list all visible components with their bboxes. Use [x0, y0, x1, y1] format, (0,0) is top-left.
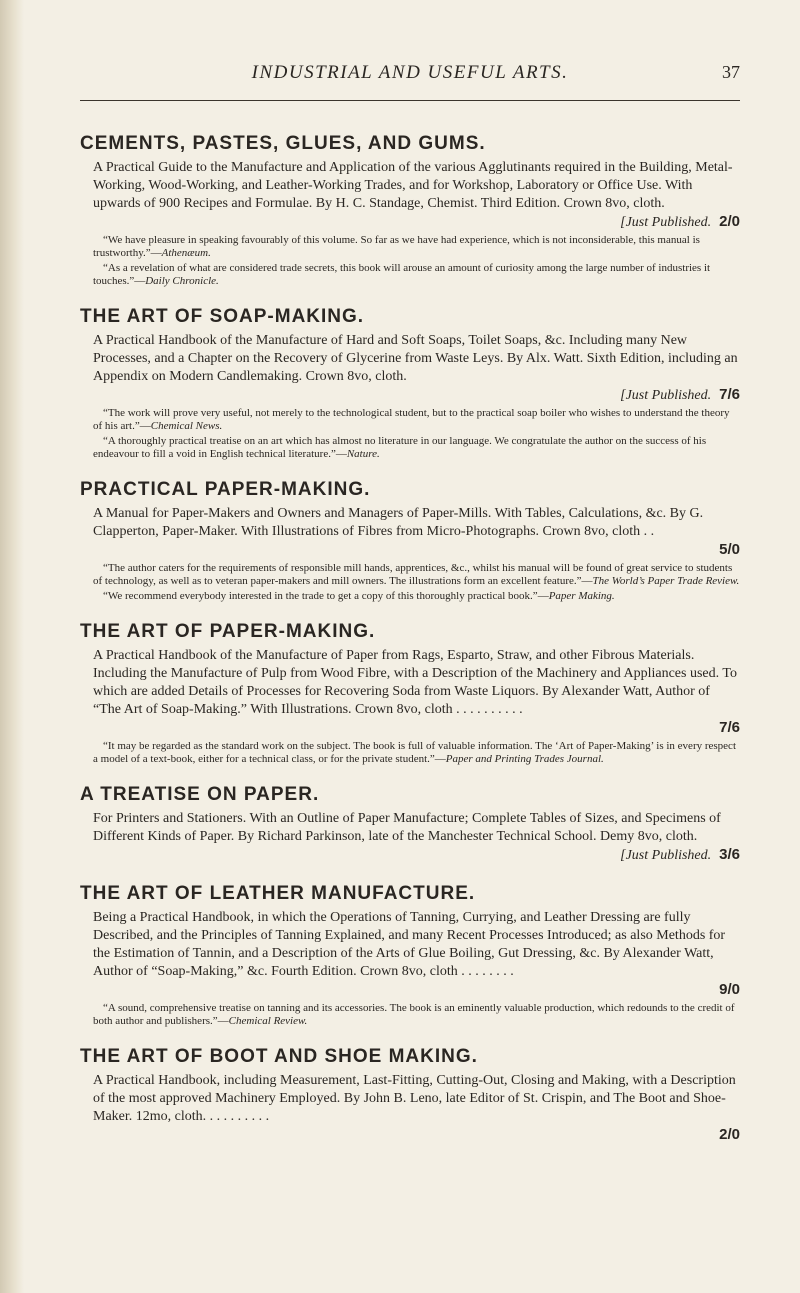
- catalogue-page: [80, 0, 740, 1163]
- publication-status: [Just Published.: [620, 388, 712, 403]
- book-entry: [80, 479, 740, 603]
- review-source: The World’s Paper Trade Review.: [592, 575, 740, 587]
- review-source: Paper and Printing Trades Journal.: [445, 753, 604, 765]
- price-line: [80, 213, 740, 232]
- review-quote: [80, 740, 740, 766]
- price-line: [80, 719, 740, 738]
- book-title: THE ART OF LEATHER MANUFACTURE.: [80, 883, 476, 904]
- review-quote: [80, 262, 740, 288]
- book-price: 7/6: [719, 719, 740, 736]
- binding-shadow: [0, 0, 24, 1293]
- book-description: A Practical Guide to the Manufacture and Application of the various Agglutinants required in the Building, Metal-Working, Wood-Working, and Leather-Working Trades, and for Workshop, Laboratory or Office Use. With upwards of 900 Recipes and Formulae. By H. C. Standage, Chemist. Third Edition. Crown 8vo, cloth.: [93, 160, 733, 211]
- page-number: 37: [722, 62, 740, 82]
- price-line: [80, 386, 740, 405]
- publication-status: [Just Published.: [620, 215, 712, 230]
- book-price: 2/0: [719, 1126, 740, 1143]
- book-title: CEMENTS, PASTES, GLUES, AND GUMS.: [80, 133, 486, 154]
- review-source: Athenæum.: [161, 247, 211, 259]
- running-head: [80, 62, 740, 101]
- book-entry: [80, 784, 740, 865]
- book-title: PRACTICAL PAPER-MAKING.: [80, 479, 371, 500]
- book-price: 2/0: [719, 213, 740, 230]
- review-source: Paper Making.: [548, 590, 615, 602]
- review-quote: [80, 590, 740, 603]
- book-price: 3/6: [719, 846, 740, 863]
- price-line: [80, 541, 740, 560]
- book-description: A Practical Handbook of the Manufacture of Hard and Soft Soaps, Toilet Soaps, &c. Including many New Processes, and a Chapter on the Recovery of Glycerine from Waste Leys. By Alx. Watt. Sixth Edition, including an Appendix on Modern Candlemaking. Crown 8vo, cloth.: [93, 333, 738, 384]
- book-entry: [80, 621, 740, 766]
- book-entry: [80, 1046, 740, 1145]
- price-line: [80, 1126, 740, 1145]
- book-entry: [80, 133, 740, 288]
- price-line: [80, 981, 740, 1000]
- book-description: A Practical Handbook, including Measurement, Last-Fitting, Cutting-Out, Closing and Making, with a Description of the most approved Machinery Employed. By John B. Leno, late Editor of St. Crispin, and The Boot and Shoe-Maker. 12mo, cloth. . . . . . . . . .: [93, 1073, 736, 1124]
- review-text: “A sound, comprehensive treatise on tanning and its accessories. The book is an eminently valuable production, which redounds to the credit of both author and publishers.”—: [93, 1002, 735, 1027]
- review-text: “We recommend everybody interested in the trade to get a copy of this thoroughly practical book.”—: [103, 590, 549, 602]
- book-entry: [80, 883, 740, 1028]
- book-title: A TREATISE ON PAPER.: [80, 784, 320, 805]
- review-quote: [80, 1002, 740, 1028]
- review-quote: [80, 435, 740, 461]
- running-title: INDUSTRIAL AND USEFUL ARTS.: [251, 62, 569, 83]
- book-entry: [80, 306, 740, 461]
- review-source: Nature.: [346, 448, 380, 460]
- review-text: “As a revelation of what are considered trade secrets, this book will arouse an amount of curiosity among the large number of industries it touches.”—: [93, 262, 711, 287]
- book-description: A Manual for Paper-Makers and Owners and Managers of Paper-Mills. With Tables, Calculations, &c. By G. Clapperton, Paper-Maker. With Illustrations of Fibres from Micro-Photographs. Crown 8vo, cloth . .: [93, 506, 704, 539]
- review-quote: [80, 407, 740, 433]
- book-description: Being a Practical Handbook, in which the Operations of Tanning, Currying, and Leather Dressing are fully Described, and the Principles of Tanning Explained, and many Recent Processes Introduced; as also Methods for the Estimation of Tannin, and a Description of the Arts of Glue Boiling, Gut Dressing, &c. By Alexander Watt, Author of “Soap-Making,” &c. Fourth Edition. Crown 8vo, cloth . . . . . . . .: [93, 910, 726, 979]
- book-price: 5/0: [719, 541, 740, 558]
- review-text: “A thoroughly practical treatise on an art which has almost no literature in our language. We congratulate the author on the success of his endeavour to fill a void in English technical literature.”—: [93, 435, 707, 460]
- book-description: For Printers and Stationers. With an Outline of Paper Manufacture; Complete Tables of Sizes, and Specimens of Different Kinds of Paper. By Richard Parkinson, late of the Manchester Technical School. Demy 8vo, cloth.: [93, 811, 721, 844]
- review-quote: [80, 234, 740, 260]
- review-source: Daily Chronicle.: [145, 275, 219, 287]
- book-entries: [80, 133, 740, 1145]
- book-description: A Practical Handbook of the Manufacture of Paper from Rags, Esparto, Straw, and other Fibrous Materials. Including the Manufacture of Pulp from Wood Fibre, with a Description of the Machinery and Appliances used. To which are added Details of Processes for Recovering Soda from Waste Liquors. By Alexander Watt, Author of “The Art of Soap-Making.” With Illustrations. Crown 8vo, cloth . . . . . . . . . .: [93, 648, 737, 717]
- review-text: “It may be regarded as the standard work on the subject. The book is full of valuable information. The ‘Art of Paper-Making’ is in every respect a model of a text-book, either for a technical class, or for the private student.”—: [93, 740, 736, 765]
- book-title: THE ART OF PAPER-MAKING.: [80, 621, 376, 642]
- review-text: “The author caters for the requirements of responsible mill hands, apprentices, &c., whilst his manual will be found of great service to students of technology, as well as to veteran paper-makers and mill owners. The illustrations form an excellent feature.”—: [93, 562, 733, 587]
- price-line: [80, 846, 740, 865]
- review-source: Chemical Review.: [228, 1015, 308, 1027]
- book-title: THE ART OF SOAP-MAKING.: [80, 306, 365, 327]
- publication-status: [Just Published.: [620, 848, 712, 863]
- book-price: 7/6: [719, 386, 740, 403]
- review-text: “The work will prove very useful, not merely to the technological student, but to the practical soap boiler who wishes to understand the theory of his art.”—: [93, 407, 730, 432]
- review-source: Chemical News.: [150, 420, 223, 432]
- book-price: 9/0: [719, 981, 740, 998]
- review-text: “We have pleasure in speaking favourably of this volume. So far as we have had experience, which is not inconsiderable, this manual is trustworthy.”—: [93, 234, 700, 259]
- review-quote: [80, 562, 740, 588]
- book-title: THE ART OF BOOT AND SHOE MAKING.: [80, 1046, 478, 1067]
